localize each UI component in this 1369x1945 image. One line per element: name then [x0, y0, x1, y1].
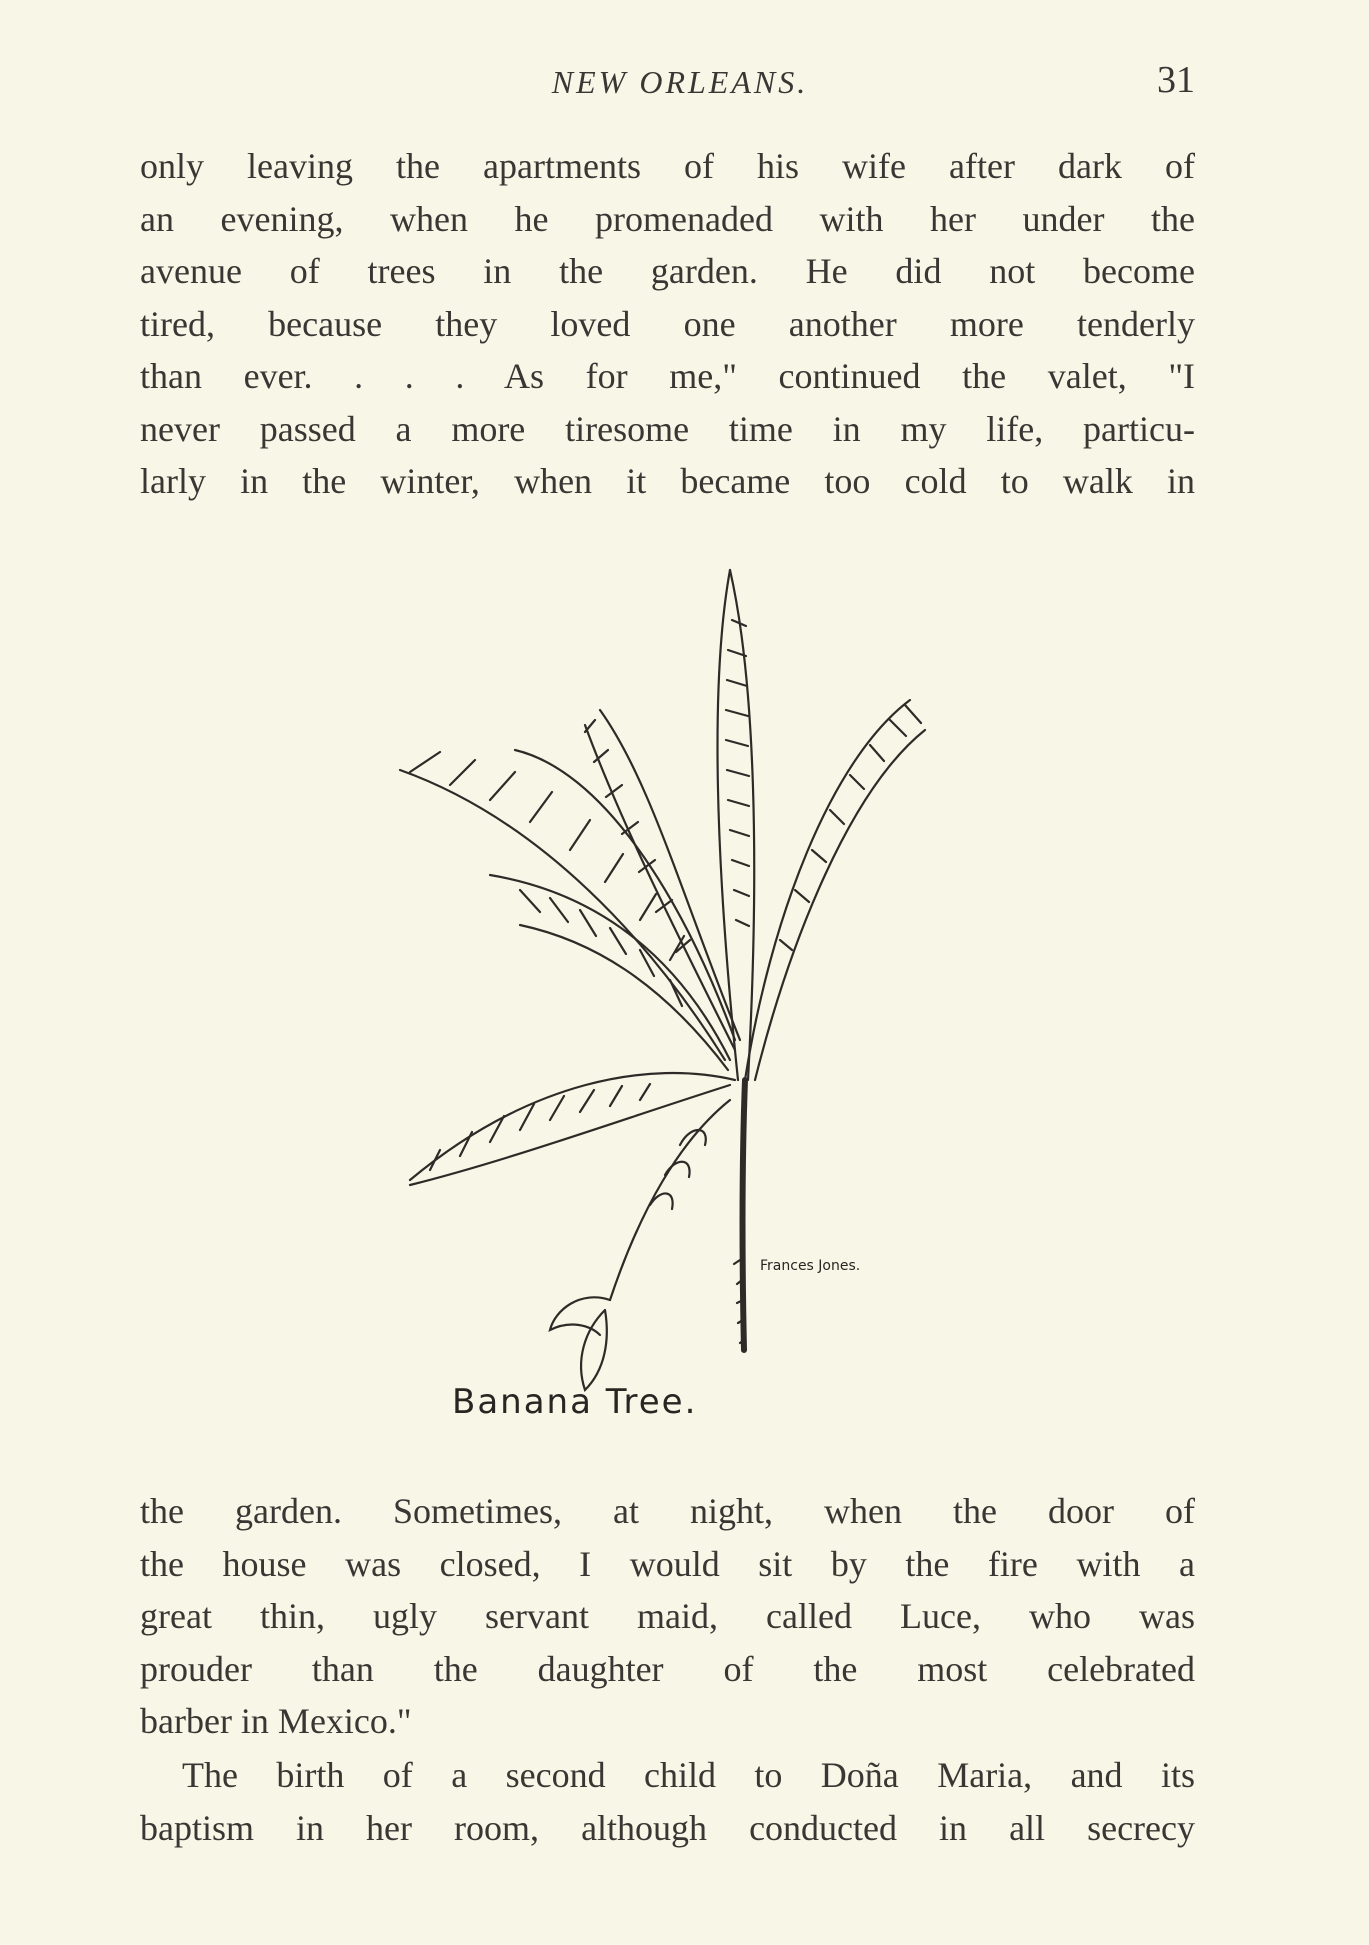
- artist-signature: Frances Jones.: [760, 1258, 861, 1274]
- banana-tree-drawing: [350, 560, 990, 1440]
- paragraph-3: [140, 1749, 1195, 1854]
- text-line: avenue of trees in the garden. He did not become: [140, 251, 1195, 291]
- text-line: an evening, when he promenaded with her under the: [140, 198, 1195, 239]
- page-header: [140, 58, 1195, 108]
- text-line: barber in Mexico.": [140, 1701, 412, 1741]
- page-number: 31: [1157, 59, 1195, 101]
- text-line: The birth of a second child to Doña Maria, and its: [182, 1755, 1195, 1795]
- running-title: NEW ORLEANS.: [551, 64, 809, 100]
- illustration-caption: Banana Tree.: [452, 1382, 698, 1422]
- text-line: never passed a more tiresome time in my life, particu-: [140, 408, 1195, 449]
- text-line: larly in the winter, when it became too cold to walk in: [140, 461, 1195, 501]
- text-line: great thin, ugly servant maid, called Luce, who was: [140, 1596, 1195, 1636]
- paragraph-1: [140, 140, 1195, 508]
- banana-tree-illustration: [350, 560, 990, 1440]
- text-line: baptism in her room, although conducted in all secrecy: [140, 1807, 1195, 1848]
- text-line: than ever. . . . As for me," continued the valet, "I: [140, 356, 1195, 396]
- text-line: only leaving the apartments of his wife after dark of: [140, 146, 1195, 186]
- text-line: prouder than the daughter of the most celebrated: [140, 1648, 1195, 1689]
- text-line: the house was closed, I would sit by the fire with a: [140, 1543, 1195, 1584]
- text-line: the garden. Sometimes, at night, when the door of: [140, 1491, 1195, 1531]
- paragraph-2: [140, 1485, 1195, 1748]
- text-line: tired, because they loved one another more tenderly: [140, 303, 1195, 344]
